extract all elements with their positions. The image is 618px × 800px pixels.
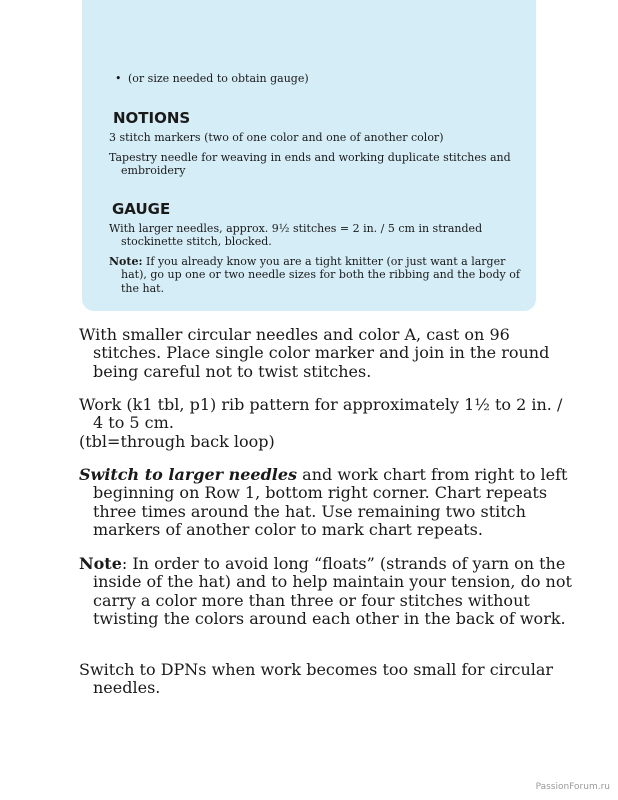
rib-paragraph — [79, 396, 573, 451]
bullet-text: (or size needed to obtain gauge) — [128, 72, 309, 85]
bullet-icon: • — [115, 72, 122, 85]
notions-heading: NOTIONS — [113, 109, 191, 127]
gauge-note-label: Note: — [109, 255, 143, 268]
chart-paragraph — [79, 466, 573, 539]
gauge-note-text: If you already know you are a tight knitter (or just want a larger hat), go up one or two needle sizes for both the ribbing and the body of the hat. — [121, 255, 520, 295]
floats-note-text: : In order to avoid long “floats” (strands of yarn on the inside of the hat) and to help maintain your tension, do not carry a color more than three or four stitches without twisting the colors around each other in the back of work. — [93, 554, 572, 628]
notions-item: 3 stitch markers (two of one color and one of another color) — [109, 131, 444, 144]
chart-emphasis: Switch to larger needles — [79, 465, 298, 484]
notions-item: Tapestry needle for weaving in ends and working duplicate stitches and embroidery — [109, 151, 511, 178]
gauge-text: With larger needles, approx. 9½ stitches = 2 in. / 5 cm in stranded stockinette stitch, blocked. — [109, 222, 483, 249]
gauge-heading: GAUGE — [112, 200, 171, 218]
floats-note-paragraph — [79, 555, 573, 628]
site-watermark: PassionForum.ru — [535, 782, 610, 792]
rib-instruction: Work (k1 tbl, p1) rib pattern for approximately 1½ to 2 in. / 4 to 5 cm. — [79, 395, 563, 433]
dpn-paragraph: Switch to DPNs when work becomes too small for circular needles. — [79, 660, 554, 698]
rib-abbreviation: (tbl=through back loop) — [79, 431, 275, 451]
gauge-needle-bullet — [115, 72, 309, 86]
cast-on-paragraph: With smaller circular needles and color A, cast on 96 stitches. Place single color marker and join in the round being careful not to twist stitches. — [79, 325, 550, 381]
chart-text: and work chart from right to left beginning on Row 1, bottom right corner. Chart repeats three times around the hat. Use remaining two stitch markers of another color to mark chart repeats. — [93, 465, 568, 539]
gauge-note — [109, 255, 521, 295]
floats-note-label: Note — [79, 554, 122, 573]
